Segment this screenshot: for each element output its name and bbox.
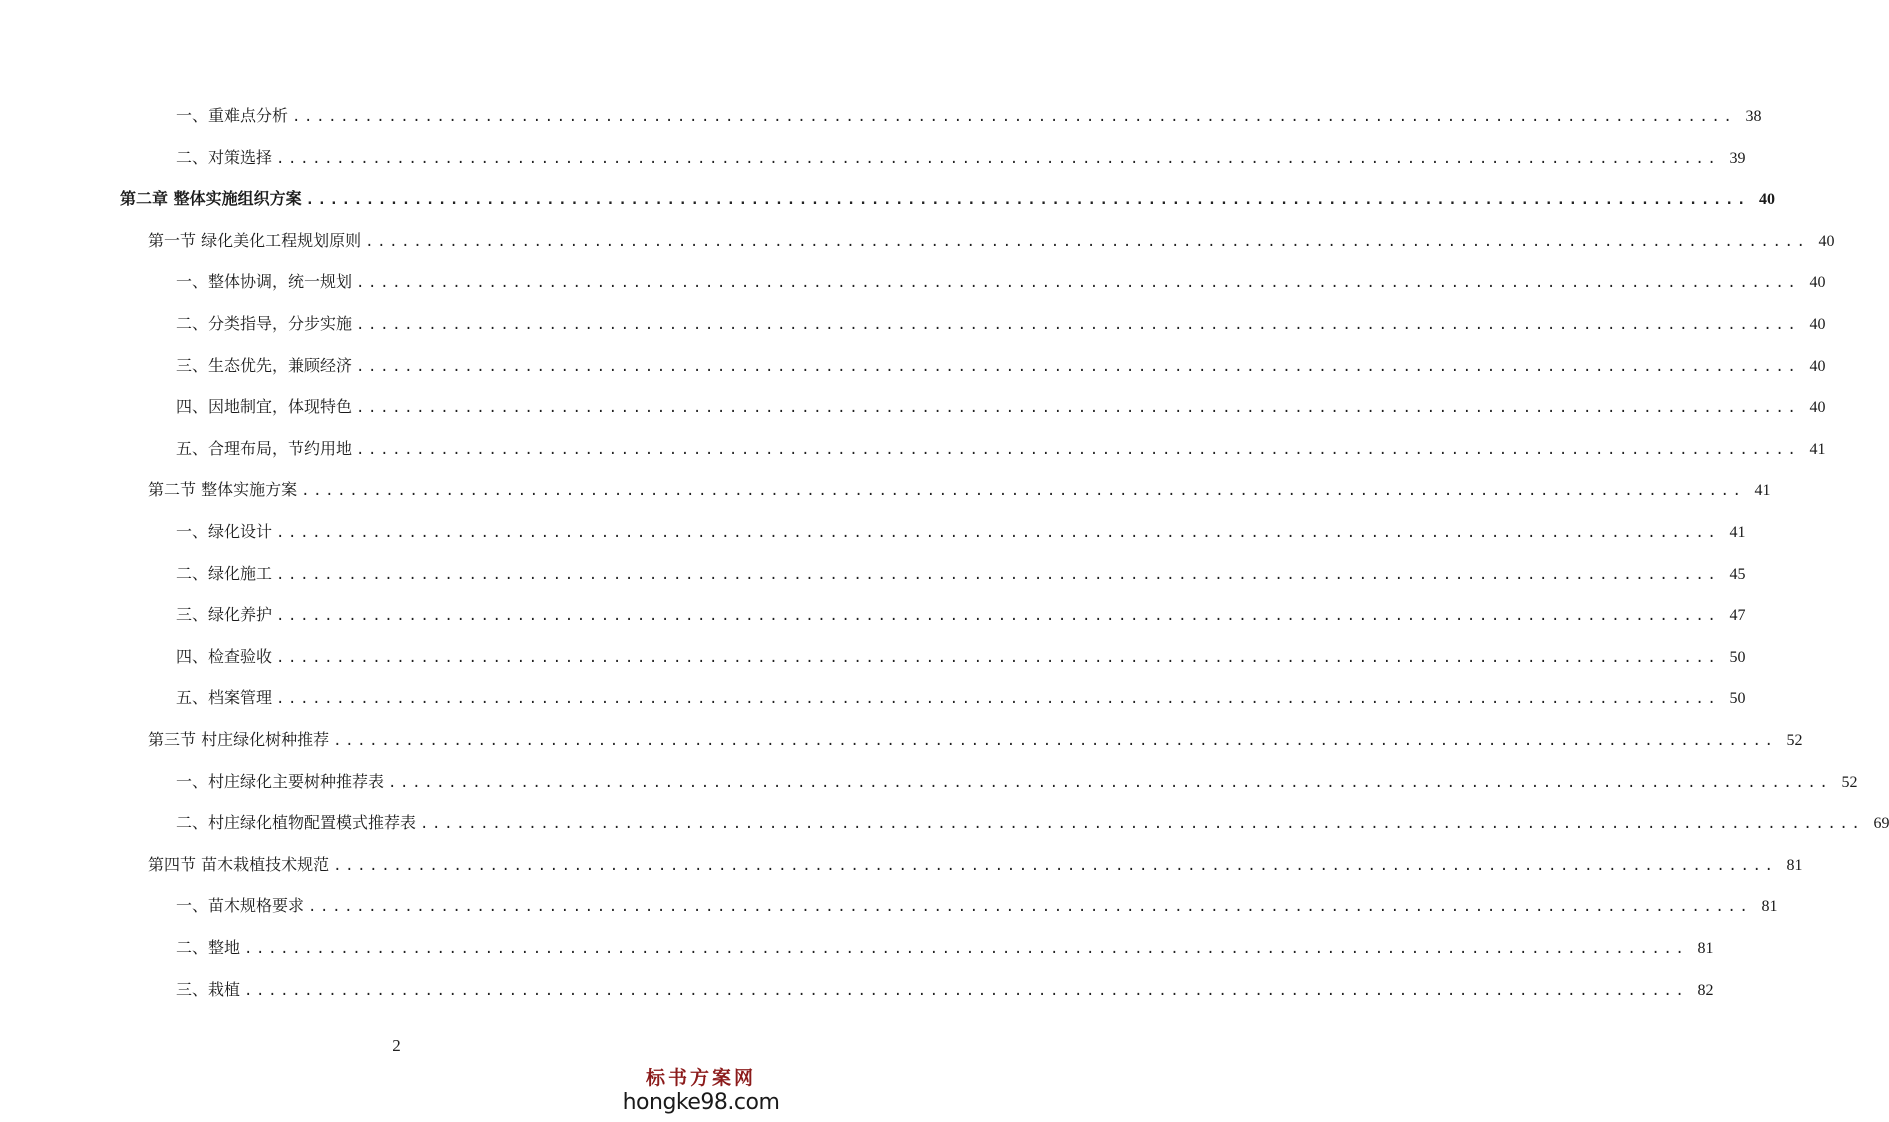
toc-entry-title: 第三节 村庄绿化树种推荐: [148, 730, 330, 749]
toc-subsection-entry: [176, 978, 1714, 1002]
toc-dot-leader: ........................................................................................................................: [356, 358, 1800, 375]
toc-subsection-entry: [176, 562, 1746, 586]
toc-entry-title: 五、档案管理: [176, 688, 273, 708]
toc-dot-leader: ........................................................................................................................: [276, 649, 1720, 666]
toc-entry-title: 一、重难点分析: [176, 106, 289, 125]
toc-entry-page: 41: [1809, 440, 1826, 458]
toc-subsection-entry: [176, 312, 1826, 336]
toc-dot-leader: ........................................................................................................................: [308, 899, 1752, 916]
toc-dot-leader: ........................................................................................................................: [333, 733, 1777, 749]
toc-entry-title: 一、整体协调，统一规划: [176, 272, 353, 292]
toc-dot-leader: ........................................................................................................................: [276, 566, 1720, 583]
toc-dot-leader: ........................................................................................................................: [276, 608, 1720, 625]
toc-subsection-entry: [176, 686, 1746, 710]
toc-entry-title: 第四节 苗木栽植技术规范: [148, 854, 330, 874]
toc-entry-page: 47: [1729, 607, 1746, 625]
toc-subsection-entry: [176, 603, 1746, 627]
toc-subsection-entry: [176, 520, 1746, 544]
toc-dot-leader: ........................................................................................................................: [244, 941, 1688, 957]
toc-subsection-entry: [176, 146, 1746, 170]
toc-entry-page: 40: [1809, 399, 1826, 417]
toc-chapter-entry: [120, 187, 1776, 211]
toc-subsection-entry: [176, 770, 1858, 794]
toc-entry-title: 一、苗木规格要求: [176, 896, 305, 916]
site-watermark: [621, 1066, 781, 1116]
toc-dot-leader: ........................................................................................................................: [356, 400, 1800, 417]
toc-dot-leader: ........................................................................................................................: [333, 857, 1777, 874]
toc-dot-leader: ........................................................................................................................: [420, 816, 1864, 833]
toc-dot-leader: ........................................................................................................................: [365, 233, 1809, 250]
toc-entry-page: 50: [1729, 648, 1746, 666]
toc-dot-leader: ........................................................................................................................: [276, 691, 1720, 708]
toc-entry-title: 三、栽植: [176, 979, 241, 999]
page-number: 2: [392, 1036, 401, 1055]
toc-dot-leader: ........................................................................................................................: [244, 982, 1688, 999]
toc-entry-title: 第二节 整体实施方案: [148, 480, 298, 500]
toc-subsection-entry: [176, 811, 1889, 835]
toc-subsection-entry: [176, 270, 1826, 294]
toc-entry-title: 四、因地制宜，体现特色: [176, 397, 353, 417]
toc-entry-title: 第一节 绿化美化工程规划原则: [148, 230, 362, 250]
toc-subsection-entry: [176, 104, 1762, 128]
toc-entry-page: 39: [1729, 149, 1746, 167]
toc-entry-page: 40: [1809, 357, 1826, 375]
toc-entry-page: 40: [1809, 274, 1826, 292]
toc-section-entry: [148, 853, 1803, 877]
toc-subsection-entry: [176, 894, 1778, 918]
toc-subsection-entry: [176, 936, 1714, 960]
toc-section-entry: [148, 229, 1835, 253]
toc-entry-page: 50: [1729, 690, 1746, 708]
toc-entry-title: 第二章 整体实施组织方案: [120, 189, 302, 209]
toc-entry-title: 四、检查验收: [176, 646, 273, 666]
toc-entry-page: 41: [1754, 482, 1771, 500]
toc-entry-page: 81: [1761, 898, 1778, 916]
toc-entry-page: 81: [1697, 940, 1714, 957]
watermark-text: 标书方案网: [645, 1067, 756, 1089]
toc-section-entry: [148, 728, 1803, 752]
toc-entry-page: 45: [1729, 565, 1746, 583]
toc-entry-page: 40: [1818, 232, 1835, 250]
toc-subsection-entry: [176, 395, 1826, 419]
toc-dot-leader: ........................................................................................................................: [305, 192, 1750, 209]
toc-dot-leader: ........................................................................................................................: [388, 774, 1832, 791]
toc-entry-title: 二、绿化施工: [176, 563, 273, 583]
toc-entry-page: 52: [1786, 732, 1803, 749]
toc-entry-title: 二、对策选择: [176, 147, 273, 167]
toc-entry-title: 二、村庄绿化植物配置模式推荐表: [176, 813, 417, 833]
toc-entry-title: 二、分类指导，分步实施: [176, 314, 353, 333]
toc-entry-page: 82: [1697, 981, 1714, 999]
toc-subsection-entry: [176, 354, 1826, 378]
toc-entry-page: 52: [1841, 773, 1858, 791]
toc-entry-title: 二、整地: [176, 938, 241, 957]
toc-dot-leader: ........................................................................................................................: [292, 109, 1736, 125]
toc-subsection-entry: [176, 437, 1826, 461]
toc-dot-leader: ........................................................................................................................: [356, 275, 1800, 292]
toc-section-entry: [148, 478, 1771, 502]
toc-dot-leader: ........................................................................................................................: [301, 483, 1745, 500]
toc-entry-title: 一、绿化设计: [176, 522, 273, 541]
toc-dot-leader: ........................................................................................................................: [276, 150, 1720, 167]
toc-dot-leader: ........................................................................................................................: [356, 441, 1800, 458]
toc-dot-leader: ........................................................................................................................: [356, 317, 1800, 333]
toc-entry-page: 69: [1873, 815, 1889, 833]
toc-entry-page: 38: [1745, 108, 1762, 125]
toc-subsection-entry: [176, 645, 1746, 669]
toc-entry-page: 41: [1729, 524, 1746, 541]
toc-entry-title: 五、合理布局，节约用地: [176, 438, 353, 458]
toc-entry-title: 三、绿化养护: [176, 605, 273, 625]
toc-entry-title: 一、村庄绿化主要树种推荐表: [176, 771, 385, 791]
toc-entry-page: 40: [1759, 191, 1776, 209]
watermark-url: hongke98.com: [622, 1090, 780, 1115]
toc-entry-page: 81: [1786, 856, 1803, 874]
toc-entry-title: 三、生态优先，兼顾经济: [176, 355, 353, 375]
toc-dot-leader: ........................................................................................................................: [276, 525, 1720, 541]
toc-entry-page: 40: [1809, 316, 1826, 333]
